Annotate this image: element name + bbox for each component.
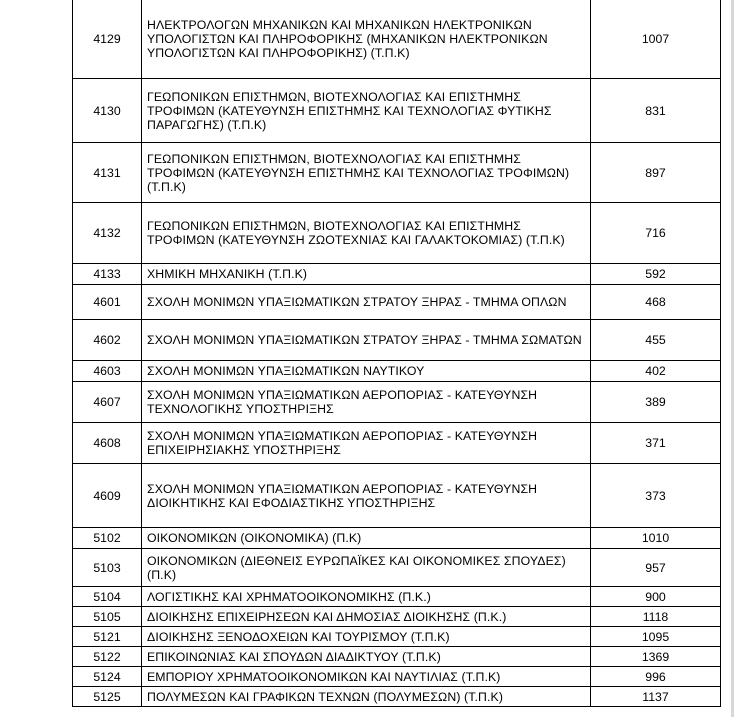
score-cell: 900 — [591, 587, 721, 607]
department-code-cell: 5124 — [73, 667, 142, 687]
score-cell: 455 — [591, 320, 721, 361]
table-row — [73, 607, 721, 627]
table-body — [73, 0, 721, 707]
department-name: ΣΧΟΛΗ ΜΟΝΙΜΩΝ ΥΠΑΞΙΩΜΑΤΙΚΩΝ ΣΤΡΑΤΟΥ ΞΗΡΑΣ - ΤΜΗΜΑ ΣΩΜΑΤΩΝ — [147, 333, 582, 347]
department-code-cell: 4129 — [73, 0, 142, 79]
department-name: ΣΧΟΛΗ ΜΟΝΙΜΩΝ ΥΠΑΞΙΩΜΑΤΙΚΩΝ ΝΑΥΤΙΚΟΥ — [147, 364, 425, 378]
department-code-cell: 4602 — [73, 320, 142, 361]
department-name: ΧΗΜΙΚΗ ΜΗΧΑΝΙΚΗ (Τ.Π.Κ) — [147, 267, 308, 281]
department-name: ΗΛΕΚΤΡΟΛΟΓΩΝ ΜΗΧΑΝΙΚΩΝ ΚΑΙ ΜΗΧΑΝΙΚΩΝ ΗΛΕΚΤΡΟΝΙΚΩΝ ΥΠΟΛΟΓΙΣΤΩΝ ΚΑΙ ΠΛΗΡΟΦΟΡΙΚΗΣ (ΜΗΧΑΝΙΚΩΝ ΗΛΕΚΤΡΟΝΙΚΩΝ ΥΠΟΛΟΓΙΣΤΩΝ ΚΑΙ ΠΛΗΡΟΦΟΡΙΚΗΣ) (Τ.Π.Κ) — [147, 18, 548, 60]
department-name-cell — [142, 203, 591, 264]
score-cell: 897 — [591, 143, 721, 203]
department-name-cell — [142, 549, 591, 587]
department-name-cell — [142, 627, 591, 647]
department-name-cell — [142, 687, 591, 707]
department-name-cell — [142, 647, 591, 667]
department-code-cell: 4609 — [73, 464, 142, 528]
department-name-cell — [142, 361, 591, 382]
department-code-cell: 4607 — [73, 382, 142, 423]
department-name-cell — [142, 464, 591, 528]
department-name-cell — [142, 320, 591, 361]
score-cell: 831 — [591, 79, 721, 143]
department-name: ΣΧΟΛΗ ΜΟΝΙΜΩΝ ΥΠΑΞΙΩΜΑΤΙΚΩΝ ΑΕΡΟΠΟΡΙΑΣ - ΚΑΤΕΥΘΥΝΣΗ ΤΕΧΝΟΛΟΓΙΚΗΣ ΥΠΟΣΤΗΡΙΞΗΣ — [147, 388, 538, 416]
table-row — [73, 264, 721, 285]
department-name: ΠΟΛΥΜΕΣΩΝ ΚΑΙ ΓΡΑΦΙΚΩΝ ΤΕΧΝΩΝ (ΠΟΛΥΜΕΣΩΝ) (Τ.Π.Κ) — [147, 689, 504, 704]
department-name-cell — [142, 79, 591, 143]
department-name: ΔΙΟΙΚΗΣΗΣ ΞΕΝΟΔΟΧΕΙΩΝ ΚΑΙ ΤΟΥΡΙΣΜΟΥ (Τ.Π.Κ) — [147, 629, 450, 644]
department-name-cell — [142, 423, 591, 464]
department-code-cell: 5104 — [73, 587, 142, 607]
score-cell: 1010 — [591, 528, 721, 549]
score-cell: 1007 — [591, 0, 721, 79]
department-name: ΟΙΚΟΝΟΜΙΚΩΝ (ΔΙΕΘΝΕΙΣ ΕΥΡΩΠΑΪΚΕΣ ΚΑΙ ΟΙΚΟΝΟΜΙΚΕΣ ΣΠΟΥΔΕΣ) (Π.Κ) — [147, 553, 566, 582]
department-code-cell: 4603 — [73, 361, 142, 382]
department-name: ΕΜΠΟΡΙΟΥ ΧΡΗΜΑΤΟΟΙΚΟΝΟΜΙΚΩΝ ΚΑΙ ΝΑΥΤΙΛΙΑΣ (Τ.Π.Κ) — [147, 669, 501, 684]
department-code-cell: 4130 — [73, 79, 142, 143]
table-row — [73, 79, 721, 143]
table-row — [73, 423, 721, 464]
department-code-cell: 5122 — [73, 647, 142, 667]
table-row — [73, 320, 721, 361]
department-name: ΟΙΚΟΝΟΜΙΚΩΝ (ΟΙΚΟΝΟΜΙΚΑ) (Π.Κ) — [147, 531, 362, 545]
department-name-cell — [142, 667, 591, 687]
score-cell: 373 — [591, 464, 721, 528]
department-code-cell: 4131 — [73, 143, 142, 203]
department-code-cell: 5121 — [73, 627, 142, 647]
table-row — [73, 528, 721, 549]
table-row — [73, 382, 721, 423]
department-scores-table — [72, 0, 721, 707]
score-cell: 402 — [591, 361, 721, 382]
score-cell: 468 — [591, 285, 721, 320]
score-cell: 592 — [591, 264, 721, 285]
department-name: ΓΕΩΠΟΝΙΚΩΝ ΕΠΙΣΤΗΜΩΝ, ΒΙΟΤΕΧΝΟΛΟΓΙΑΣ ΚΑΙ ΕΠΙΣΤΗΜΗΣ ΤΡΟΦΙΜΩΝ (ΚΑΤΕΥΘΥΝΣΗ ΖΩΟΤΕΧΝΙΑΣ ΚΑΙ ΓΑΛΑΚΤΟΚΟΜΙΑΣ) (Τ.Π.Κ) — [147, 219, 565, 247]
table-row — [73, 587, 721, 607]
table-row — [73, 549, 721, 587]
department-name-cell — [142, 528, 591, 549]
score-cell: 1137 — [591, 687, 721, 707]
department-name-cell — [142, 382, 591, 423]
score-cell: 1118 — [591, 607, 721, 627]
department-name: ΣΧΟΛΗ ΜΟΝΙΜΩΝ ΥΠΑΞΙΩΜΑΤΙΚΩΝ ΑΕΡΟΠΟΡΙΑΣ - ΚΑΤΕΥΘΥΝΣΗ ΕΠΙΧΕΙΡΗΣΙΑΚΗΣ ΥΠΟΣΤΗΡΙΞΗΣ — [147, 429, 538, 457]
department-name-cell — [142, 587, 591, 607]
table-row — [73, 285, 721, 320]
table-row — [73, 464, 721, 528]
department-name-cell — [142, 143, 591, 203]
table-row — [73, 667, 721, 687]
table-row — [73, 647, 721, 667]
department-name: ΔΙΟΙΚΗΣΗΣ ΕΠΙΧΕΙΡΗΣΕΩΝ ΚΑΙ ΔΗΜΟΣΙΑΣ ΔΙΟΙΚΗΣΗΣ (Π.Κ.) — [147, 609, 507, 624]
table-row — [73, 687, 721, 707]
score-cell: 996 — [591, 667, 721, 687]
department-name-cell — [142, 0, 591, 79]
department-name: ΛΟΓΙΣΤΙΚΗΣ ΚΑΙ ΧΡΗΜΑΤΟΟΙΚΟΝΟΜΙΚΗΣ (Π.Κ.) — [147, 589, 431, 604]
table-row — [73, 143, 721, 203]
department-name-cell — [142, 607, 591, 627]
department-code-cell: 5125 — [73, 687, 142, 707]
table-row — [73, 203, 721, 264]
department-name: ΣΧΟΛΗ ΜΟΝΙΜΩΝ ΥΠΑΞΙΩΜΑΤΙΚΩΝ ΑΕΡΟΠΟΡΙΑΣ - ΚΑΤΕΥΘΥΝΣΗ ΔΙΟΙΚΗΤΙΚΗΣ ΚΑΙ ΕΦΟΔΙΑΣΤΙΚΗΣ ΥΠΟΣΤΗΡΙΞΗΣ — [147, 481, 538, 510]
table-row — [73, 0, 721, 79]
department-code-cell: 4133 — [73, 264, 142, 285]
department-name: ΓΕΩΠΟΝΙΚΩΝ ΕΠΙΣΤΗΜΩΝ, ΒΙΟΤΕΧΝΟΛΟΓΙΑΣ ΚΑΙ ΕΠΙΣΤΗΜΗΣ ΤΡΟΦΙΜΩΝ (ΚΑΤΕΥΘΥΝΣΗ ΕΠΙΣΤΗΜΗΣ ΚΑΙ ΤΕΧΝΟΛΟΓΙΑΣ ΦΥΤΙΚΗΣ ΠΑΡΑΓΩΓΗΣ) (Τ.Π.Κ) — [147, 89, 552, 132]
score-cell: 1369 — [591, 647, 721, 667]
department-code-cell: 5103 — [73, 549, 142, 587]
department-code-cell: 5102 — [73, 528, 142, 549]
department-code-cell: 4132 — [73, 203, 142, 264]
score-cell: 957 — [591, 549, 721, 587]
department-code-cell: 4601 — [73, 285, 142, 320]
score-cell: 716 — [591, 203, 721, 264]
score-cell: 389 — [591, 382, 721, 423]
table-row — [73, 627, 721, 647]
department-name: ΣΧΟΛΗ ΜΟΝΙΜΩΝ ΥΠΑΞΙΩΜΑΤΙΚΩΝ ΣΤΡΑΤΟΥ ΞΗΡΑΣ - ΤΜΗΜΑ ΟΠΛΩΝ — [147, 295, 567, 309]
score-cell: 1095 — [591, 627, 721, 647]
department-name: ΕΠΙΚΟΙΝΩΝΙΑΣ ΚΑΙ ΣΠΟΥΔΩΝ ΔΙΑΔΙΚΤΥΟΥ (Τ.Π.Κ) — [147, 649, 441, 664]
department-name: ΓΕΩΠΟΝΙΚΩΝ ΕΠΙΣΤΗΜΩΝ, ΒΙΟΤΕΧΝΟΛΟΓΙΑΣ ΚΑΙ ΕΠΙΣΤΗΜΗΣ ΤΡΟΦΙΜΩΝ (ΚΑΤΕΥΘΥΝΣΗ ΕΠΙΣΤΗΜΗΣ ΚΑΙ ΤΕΧΝΟΛΟΓΙΑΣ ΤΡΟΦΙΜΩΝ) (Τ.Π.Κ) — [147, 151, 570, 194]
department-name-cell — [142, 285, 591, 320]
table-row — [73, 361, 721, 382]
department-code-cell: 5105 — [73, 607, 142, 627]
score-cell: 371 — [591, 423, 721, 464]
department-code-cell: 4608 — [73, 423, 142, 464]
department-name-cell — [142, 264, 591, 285]
